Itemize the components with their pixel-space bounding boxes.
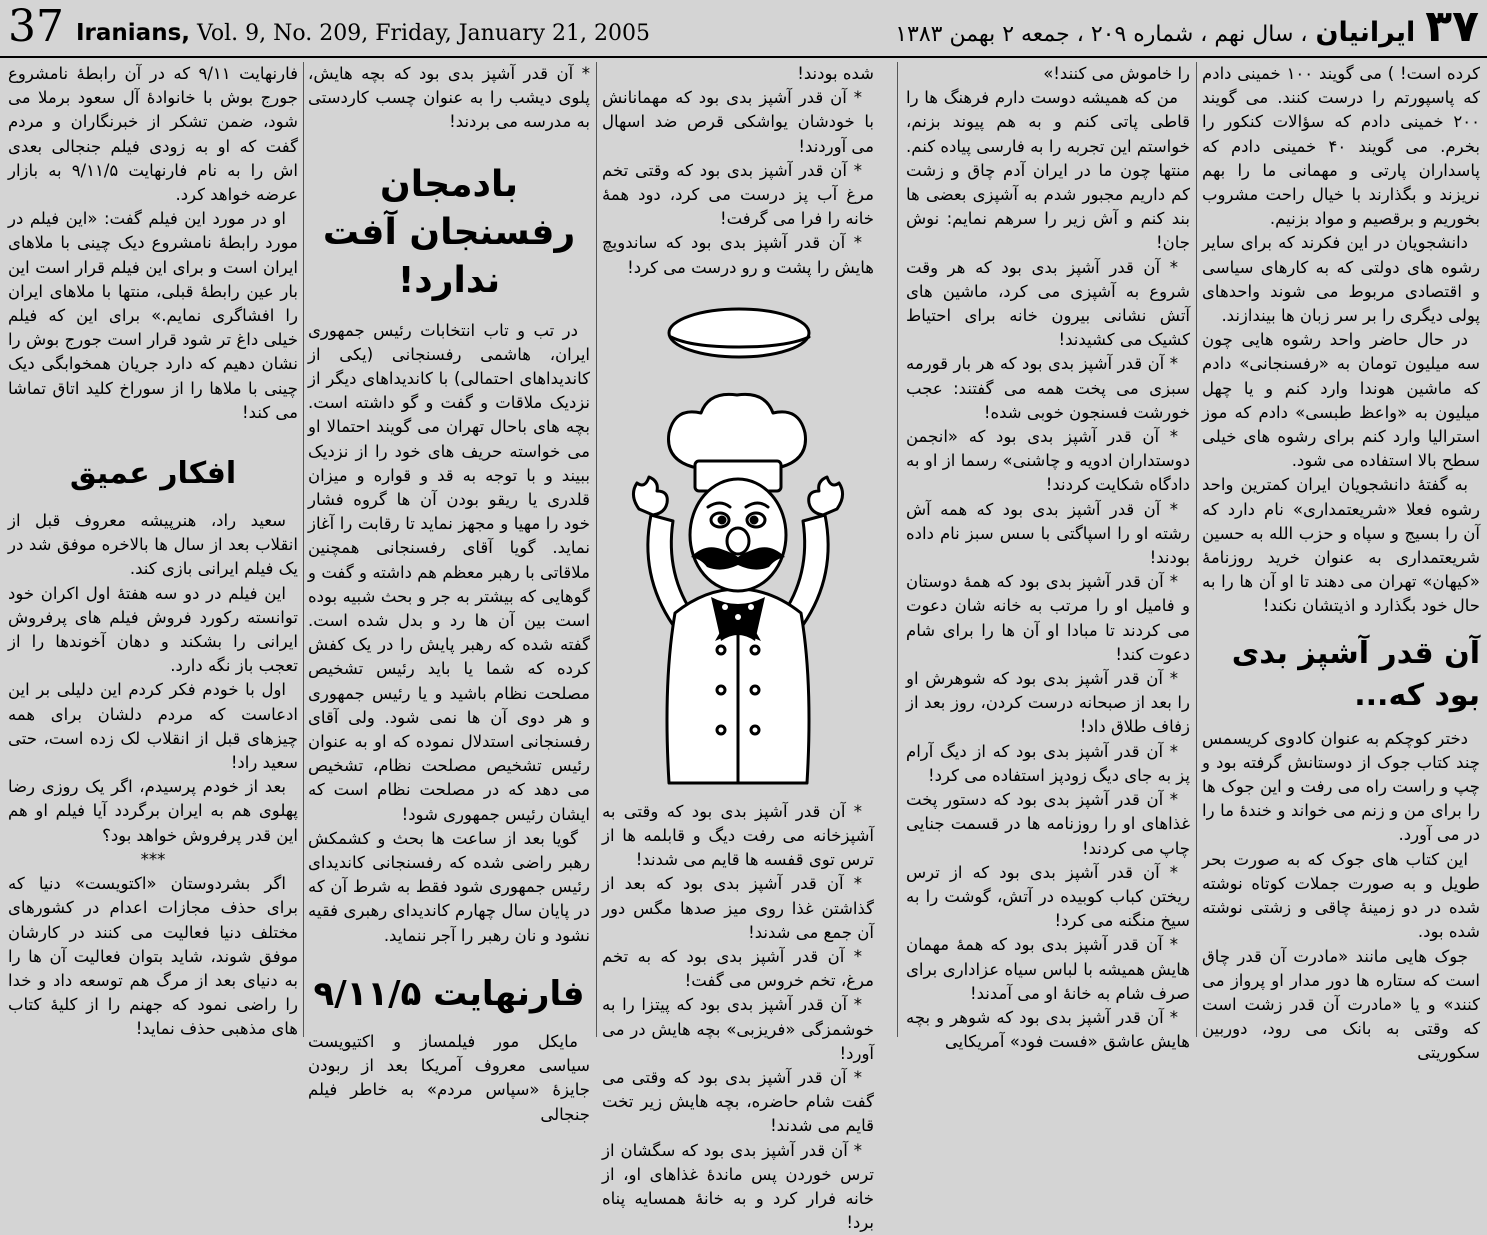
column-divider — [596, 62, 597, 1037]
paragraph: در تب و تاب انتخابات رئیس جمهوری ایران، هاشمی رفسنجانی (یکی از کاندیداهای احتمالی) با کاندیداهای دیگر از نزدیک ملاقات و گفت و گو داشته است. بچه های باحال تهران می گویند احتمالا او می خواسته حریف های خود را از نزدیک ببیند و با توجه به قد و قواره و میزان قلدری یا ریقو بودن آن ها گروه فشار خود را مهیا و مجهز نماید تا رقابت را آغاز نماید. گویا آقای رفسنجانی همچنین ملاقاتی با رهبر معظم هم داشته و گفت و گوهایی که بیشتر به جر و بحث شبیه بوده است بین آن ها رد و بدل شده است. گفته شده که رهبر پایش را در یک کفش کرده که شما یا باید رئیس تشخیص مصلحت نظام باشید و یا رئیس جمهوری و هر دوی آن ها نمی شود. ولی آقای رفسنجانی استدلال نموده که او به عنوان رئیس تشخیص مصلحت نظام، تشخیص می دهد که در مصلحت نظام است که ایشان رئیس جمهوری شود! — [308, 320, 590, 824]
paragraph: در حال حاضر واحد رشوه هایی چون سه میلیون تومان به «رفسنجانی» دادم که ماشین هوندا وارد کنم و یا چهل میلیون به «واعظ طبسی» دادم که موز استرالیا وارد کنم برای رشوه های خیلی سطح بالا استفاده می شود. — [1202, 330, 1480, 471]
article-heading-bad-cook: آن قدر آشپز بدی بود که... — [1231, 635, 1480, 713]
publication-info: Vol. 9, No. 209, Friday, January 21, 2005 — [197, 21, 651, 46]
joke-item: * آن قدر آشپز بدی بود که شوهر و بچه هایش عاشق «فست فود» آمریکایی — [906, 1007, 1190, 1052]
joke-item: * آن قدر آشپز بدی بود که بعد از گذاشتن غذا روی میز صدها مگس دور آن جمع می شدند! — [602, 874, 874, 942]
joke-item: * آن قدر آشپز بدی بود که ساندویچ هایش را پشت و رو درست می کرد! — [602, 233, 874, 277]
joke-item: * آن قدر آشپز بدی بود که وقتی تخم مرغ آب پز درست می کرد، دود همهٔ خانه را فرا می گرفت! — [602, 160, 874, 229]
paragraph: دختر کوچکم به عنوان کادوی کریسمس چند کتاب جوک از دوستانش گرفته بود و چپ و راست راه می رفت و این جوک ها را برای من و زنم می خواند و خندهٔ ما را در می آورد. — [1202, 728, 1480, 845]
chef-icon — [613, 295, 863, 785]
joke-item: * آن قدر آشپز بدی بود که هر بار قورمه سبزی می پخت همه می گفتند: عجب خورشت فسنجون خوبی شده! — [906, 354, 1190, 422]
joke-item: * آن قدر آشپز بدی بود که همهٔ دوستان و فامیل او را مرتب به خانه شان دعوت می کردند تا مبادا او آن ها را برای شام دعوت کند! — [906, 572, 1190, 664]
paragraph: این فیلم در دو سه هفتهٔ اول اکران خود توانسته رکورد فروش فیلم های پرفروش ایرانی را بشکند و دهان آخوندها را از تعجب باز نگه دارد. — [8, 583, 298, 676]
joke-item: * آن قدر آشپز بدی بود که مهمانانش با خودشان یواشکی قرص ضد اسهال می آوردند! — [602, 88, 874, 156]
joke-item: * آن قدر آشپز بدی بود که همه آش رشته او را اسپاگتی با سس سبز نام داده بودند! — [906, 499, 1190, 568]
article-heading-fahrenheit: فارنهایت ۹/۱۱/۵ — [313, 973, 585, 1014]
joke-item: * آن قدر آشپز بدی بود که دستور پخت غذاهای او را روزنامه ها در قسمت جنایی چاپ می کردند! — [906, 790, 1190, 858]
paragraph: من که همیشه دوست دارم فرهنگ ها را قاطی پاتی کنم و به هم پیوند بزنم، خواستم این تجربه را به فارسی پیاده کنم. منتها چون ما در ایران آدم چاق و زشت کم داریم مجبور شدم به آشپزی بعضی ها بند کنم و آش زیر را سرهم نمایم: نوش جان! — [906, 88, 1190, 253]
paragraph: جوک هایی مانند «مادرت آن قدر چاق است که ستاره ها دور مدار او پرواز می کنند» و یا «مادرت آن قدر زشت است که وقتی به بانک می رود، دوربین سکوریتی — [1202, 946, 1480, 1063]
publication-line — [76, 18, 650, 49]
persian-date: ، سال نهم ، شماره ۲۰۹ ، جمعه ۲ بهمن ۱۳۸۳ — [895, 22, 1308, 47]
paragraph: گویا بعد از ساعت ها بحث و کشمکش رهبر راضی شده که رفسنجانی کاندیدای رئیس جمهوری شود فقط به شرط آن که در پایان سال چهارم کاندیدای رهبری فقیه نشود و نان رهبر را آجر ننماید. — [308, 828, 590, 945]
joke-item: * آن قدر آشپز بدی بود که وقتی به آشپزخانه می رفت دیگ و قابلمه ها از ترس توی قفسه ها قایم می شدند! — [602, 801, 874, 870]
column-3 — [602, 62, 874, 1233]
column-divider — [1196, 62, 1197, 1037]
joke-item: * آن قدر آشپز بدی بود که از دیگ آرام پز به جای دیگ زودپز استفاده می کرد! — [906, 741, 1190, 785]
paragraph: سعید راد، هنرپیشه معروف قبل از انقلاب بعد از سال ها بالاخره موفق شد در یک فیلم ایرانی بازی کند. — [8, 511, 298, 579]
joke-item: * آن قدر آشپز بدی بود که سگشان از ترس خوردن پس ماندهٔ غذاهای او، از خانه فرار کرد و به خانهٔ همسایه پناه برد! — [602, 1140, 874, 1233]
section-separator: *** — [140, 849, 166, 869]
paragraph: بعد از خودم پرسیدم، اگر یک روزی رضا پهلوی هم به ایران برگردد آیا فیلم او هم این قدر پرفروش خواهد بود؟ — [8, 777, 298, 845]
persian-masthead — [895, 2, 1479, 52]
paragraph: کرده است! ) می گویند ۱۰۰ خمینی دادم که پاسپورتم را درست کنند. می گویند ۲۰۰ خمینی دادم که سؤالات کنکور را بخرم. می گویند ۴۰ خمینی دادم که پاسداران پارتی و مهمانی ما را بهم نریزند و بگذارند با خیال راحت مشروب بخوریم و برقصیم و مواد بزنیم. — [1202, 64, 1480, 229]
publication-name: Iranians, — [76, 20, 191, 46]
joke-item: * آن قدر آشپز بدی بود که وقتی می گفت شام حاضره، بچه هایش زیر تخت قایم می شدند! — [602, 1068, 874, 1136]
paragraph: مایکل مور فیلمساز و اکتیویست سیاسی معروف آمریکا بعد از ربودن جایزهٔ «سپاس مردم» به خاطر فیلم جنجالی — [308, 1031, 590, 1124]
article-heading-eggplant: بادمجان رفسنجان آفت ندارد! — [322, 163, 576, 301]
chef-illustration — [602, 280, 874, 800]
column-divider — [897, 62, 898, 1037]
joke-item: * آن قدر آشپز بدی بود که از ترس ریختن کباب کوبیده در آتش، گوشت را به سیخ منگنه می کرد! — [906, 862, 1190, 931]
paragraph: این کتاب های جوک که به صورت بحر طویل و به صورت جملات کوتاه نوشته شده در دو زمینهٔ چاقی و زشتی نوشته شده بود. — [1202, 849, 1480, 942]
column-2 — [906, 62, 1190, 1052]
joke-item: * آن قدر آشپز بدی بود که پیتزا را به خوشمزگی «فریزبی» بچه هایش در می آورد! — [602, 995, 874, 1063]
persian-page-number: ۳۷ — [1425, 1, 1479, 52]
page-number: 37 — [8, 1, 64, 52]
column-divider — [303, 62, 304, 1037]
column-1 — [1202, 62, 1480, 1063]
paragraph: او در مورد این فیلم گفت: «این فیلم در مورد رابطهٔ نامشروع دیک چینی با ملاهای ایران است و برای این فیلم قرار است این بار عین رابطهٔ قبلی، منتها با ملاهای ایران را افشاگری نمایم.» برای این که فیلم خیلی داغ تر شود قرار است جورج بوش را نشان دهیم که دارد جریان همخوابگی دیک چینی با ملاها را از سوراخ کلید اتاق تماشا می کند! — [8, 209, 298, 422]
paragraph: به گفتهٔ دانشجویان ایران کمترین واحد رشوه فعلا «شریعتمداری» نام دارد که آن را بسیج و سپاه و حزب الله به حسین شریعتمداری به عنوان خرید روزنامهٔ «کیهان» تهران می دهند تا او آن ها را به حال خود بگذارد و اذیتشان نکند! — [1202, 475, 1480, 616]
paragraph: اول با خودم فکر کردم این دلیلی بر این ادعاست که مردم دلشان برای همه چیزهای قبل از انقلاب لک زده است، حتی سعید راد! — [8, 680, 298, 773]
joke-item: * آن قدر آشپز بدی بود که هر وقت شروع به آشپزی می کرد، ماشین های آتش نشانی بیرون خانه برای احتیاط کشیک می کشیدند! — [906, 257, 1190, 350]
paragraph: فارنهایت ۹/۱۱ که در آن رابطهٔ نامشروع جورج بوش با خانوادهٔ آل سعود برملا می شود، ضمن تشکر از خبرنگاران و مردم گفت که او به زودی فیلم جنجالی بعدی اش را به نام فارنهایت ۹/۱۱/۵ به بازار عرضه خواهد کرد. — [8, 64, 298, 205]
persian-publication-name: ایرانیان — [1315, 17, 1416, 48]
paragraph: دانشجویان در این فکرند که برای سایر رشوه های دولتی که به کارهای سیاسی و اقتصادی مربوط می شوند واحدهای پولی دیگری را بر سر زبان ها بیندازند. — [1202, 233, 1480, 326]
article-heading-deep-thoughts: افکار عمیق — [69, 456, 237, 492]
masthead — [0, 0, 1487, 58]
paragraph: را خاموش می کنند!» — [1043, 64, 1190, 83]
joke-item: * آن قدر آشپز بدی بود که «انجمن دوستداران ادویه و چاشنی» رسما از او به دادگاه شکایت کردند! — [906, 427, 1190, 495]
column-5 — [8, 62, 298, 1037]
joke-item: * آن قدر آشپز بدی بود که شوهرش او را بعد از صبحانه درست کردن، روز بعد از زفاف طلاق داد! — [906, 669, 1190, 737]
paragraph: اگر بشردوستان «اکتویست» دنیا که برای حذف مجازات اعدام در کشورهای مختلف دنیا فعالیت می کنند در کارشان موفق شوند، شاید بتوان فعالیت آن ها را به دنیای بعد از مرگ هم توسعه داد و خدا را راضی نمود که جهنم را از کلیهٔ کتاب های مذهبی حذف نماید! — [8, 874, 298, 1039]
column-4 — [308, 62, 590, 1124]
joke-item: * آن قدر آشپز بدی بود که بچه هایش، پلوی دیشب را به عنوان چسب کاردستی به مدرسه می بردند! — [308, 64, 590, 132]
paragraph: شده بودند! — [797, 64, 874, 83]
joke-item: * آن قدر آشپز بدی بود که به تخم مرغ، تخم خروس می گفت! — [602, 947, 874, 991]
joke-item: * آن قدر آشپز بدی بود که همهٔ مهمان هایش همیشه با لباس سیاه عزاداری برای صرف شام به خانهٔ او می آمدند! — [906, 935, 1190, 1003]
